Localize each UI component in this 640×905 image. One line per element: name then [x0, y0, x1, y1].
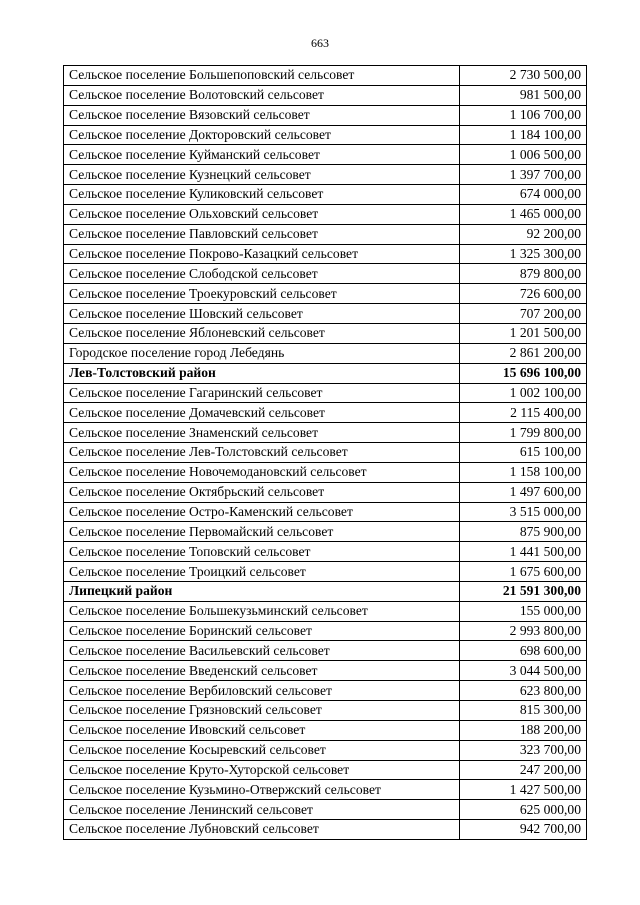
settlement-name-cell: Сельское поселение Ленинский сельсовет — [64, 800, 460, 820]
amount-cell: 879 800,00 — [460, 264, 587, 284]
amount-cell: 155 000,00 — [460, 601, 587, 621]
settlement-name-cell: Сельское поселение Новочемодановский сельсовет — [64, 462, 460, 482]
page-number: 663 — [311, 36, 329, 50]
settlement-name-cell: Сельское поселение Куликовский сельсовет — [64, 185, 460, 205]
table-row — [64, 641, 587, 661]
table-row — [64, 224, 587, 244]
table-row — [64, 562, 587, 582]
settlement-name-cell: Сельское поселение Яблоневский сельсовет — [64, 323, 460, 343]
settlement-name-cell: Сельское поселение Покрово-Казацкий сельсовет — [64, 244, 460, 264]
table-row — [64, 204, 587, 224]
amount-cell: 1 465 000,00 — [460, 204, 587, 224]
amount-cell: 815 300,00 — [460, 701, 587, 721]
table-row — [64, 443, 587, 463]
table-row — [64, 264, 587, 284]
amount-cell: 1 184 100,00 — [460, 125, 587, 145]
district-total-row — [64, 581, 587, 601]
table-row — [64, 482, 587, 502]
amount-cell: 1 201 500,00 — [460, 323, 587, 343]
table-row — [64, 542, 587, 562]
settlement-name-cell: Сельское поселение Троицкий сельсовет — [64, 562, 460, 582]
amount-cell: 1 325 300,00 — [460, 244, 587, 264]
table-row — [64, 383, 587, 403]
table-row — [64, 66, 587, 86]
table-row — [64, 185, 587, 205]
settlement-name-cell: Сельское поселение Косыревский сельсовет — [64, 740, 460, 760]
amount-cell: 2 993 800,00 — [460, 621, 587, 641]
table-row — [64, 403, 587, 423]
amount-cell: 1 497 600,00 — [460, 482, 587, 502]
table-row — [64, 323, 587, 343]
table-row — [64, 681, 587, 701]
table-row — [64, 423, 587, 443]
amount-cell: 2 861 200,00 — [460, 343, 587, 363]
amount-cell: 1 675 600,00 — [460, 562, 587, 582]
settlement-name-cell: Сельское поселение Остро-Каменский сельсовет — [64, 502, 460, 522]
settlement-name-cell: Сельское поселение Боринский сельсовет — [64, 621, 460, 641]
district-amount-cell: 15 696 100,00 — [460, 363, 587, 383]
amount-cell: 623 800,00 — [460, 681, 587, 701]
table-row — [64, 244, 587, 264]
amount-cell: 92 200,00 — [460, 224, 587, 244]
settlement-name-cell: Сельское поселение Вербиловский сельсовет — [64, 681, 460, 701]
budget-table-body — [64, 66, 587, 840]
amount-cell: 726 600,00 — [460, 284, 587, 304]
settlement-name-cell: Сельское поселение Знаменский сельсовет — [64, 423, 460, 443]
table-row — [64, 800, 587, 820]
district-total-row — [64, 363, 587, 383]
amount-cell: 707 200,00 — [460, 304, 587, 324]
settlement-name-cell: Сельское поселение Большепоповский сельсовет — [64, 66, 460, 86]
amount-cell: 981 500,00 — [460, 85, 587, 105]
amount-cell: 698 600,00 — [460, 641, 587, 661]
table-row — [64, 502, 587, 522]
settlement-name-cell: Сельское поселение Троекуровский сельсовет — [64, 284, 460, 304]
settlement-name-cell: Сельское поселение Ивовский сельсовет — [64, 720, 460, 740]
district-name-cell: Лев-Толстовский район — [64, 363, 460, 383]
settlement-name-cell: Сельское поселение Топовский сельсовет — [64, 542, 460, 562]
settlement-name-cell: Сельское поселение Волотовский сельсовет — [64, 85, 460, 105]
settlement-name-cell: Сельское поселение Павловский сельсовет — [64, 224, 460, 244]
amount-cell: 247 200,00 — [460, 760, 587, 780]
amount-cell: 1 427 500,00 — [460, 780, 587, 800]
table-row — [64, 304, 587, 324]
settlement-name-cell: Сельское поселение Гагаринский сельсовет — [64, 383, 460, 403]
settlement-name-cell: Городское поселение город Лебедянь — [64, 343, 460, 363]
table-row — [64, 105, 587, 125]
amount-cell: 875 900,00 — [460, 522, 587, 542]
settlement-name-cell: Сельское поселение Кузнецкий сельсовет — [64, 165, 460, 185]
amount-cell: 188 200,00 — [460, 720, 587, 740]
amount-cell: 1 158 100,00 — [460, 462, 587, 482]
table-row — [64, 343, 587, 363]
amount-cell: 2 730 500,00 — [460, 66, 587, 86]
table-row — [64, 522, 587, 542]
table-row — [64, 701, 587, 721]
settlement-name-cell: Сельское поселение Куйманский сельсовет — [64, 145, 460, 165]
amount-cell: 1 006 500,00 — [460, 145, 587, 165]
amount-cell: 1 799 800,00 — [460, 423, 587, 443]
settlement-name-cell: Сельское поселение Первомайский сельсовет — [64, 522, 460, 542]
settlement-name-cell: Сельское поселение Грязновский сельсовет — [64, 701, 460, 721]
settlement-name-cell: Сельское поселение Слободской сельсовет — [64, 264, 460, 284]
amount-cell: 3 044 500,00 — [460, 661, 587, 681]
settlement-name-cell: Сельское поселение Васильевский сельсовет — [64, 641, 460, 661]
settlement-name-cell: Сельское поселение Кузьмино-Отвержский сельсовет — [64, 780, 460, 800]
amount-cell: 1 106 700,00 — [460, 105, 587, 125]
settlement-name-cell: Сельское поселение Введенский сельсовет — [64, 661, 460, 681]
table-row — [64, 820, 587, 840]
settlement-name-cell: Сельское поселение Большекузьминский сельсовет — [64, 601, 460, 621]
table-row — [64, 125, 587, 145]
settlement-name-cell: Сельское поселение Круто-Хуторской сельсовет — [64, 760, 460, 780]
settlement-name-cell: Сельское поселение Лубновский сельсовет — [64, 820, 460, 840]
settlement-name-cell: Сельское поселение Октябрьский сельсовет — [64, 482, 460, 502]
amount-cell: 1 441 500,00 — [460, 542, 587, 562]
amount-cell: 2 115 400,00 — [460, 403, 587, 423]
settlement-name-cell: Сельское поселение Вязовский сельсовет — [64, 105, 460, 125]
amount-cell: 3 515 000,00 — [460, 502, 587, 522]
table-row — [64, 621, 587, 641]
table-row — [64, 760, 587, 780]
table-row — [64, 145, 587, 165]
table-row — [64, 601, 587, 621]
district-name-cell: Липецкий район — [64, 581, 460, 601]
settlement-name-cell: Сельское поселение Лев-Толстовский сельсовет — [64, 443, 460, 463]
settlement-name-cell: Сельское поселение Ольховский сельсовет — [64, 204, 460, 224]
table-row — [64, 740, 587, 760]
district-amount-cell: 21 591 300,00 — [460, 581, 587, 601]
table-row — [64, 462, 587, 482]
amount-cell: 674 000,00 — [460, 185, 587, 205]
table-row — [64, 661, 587, 681]
settlement-name-cell: Сельское поселение Докторовский сельсовет — [64, 125, 460, 145]
settlement-name-cell: Сельское поселение Домачевский сельсовет — [64, 403, 460, 423]
amount-cell: 625 000,00 — [460, 800, 587, 820]
table-row — [64, 284, 587, 304]
amount-cell: 1 002 100,00 — [460, 383, 587, 403]
table-row — [64, 720, 587, 740]
table-row — [64, 165, 587, 185]
settlement-name-cell: Сельское поселение Шовский сельсовет — [64, 304, 460, 324]
budget-table — [63, 65, 587, 840]
amount-cell: 1 397 700,00 — [460, 165, 587, 185]
amount-cell: 615 100,00 — [460, 443, 587, 463]
amount-cell: 942 700,00 — [460, 820, 587, 840]
table-row — [64, 85, 587, 105]
amount-cell: 323 700,00 — [460, 740, 587, 760]
table-row — [64, 780, 587, 800]
